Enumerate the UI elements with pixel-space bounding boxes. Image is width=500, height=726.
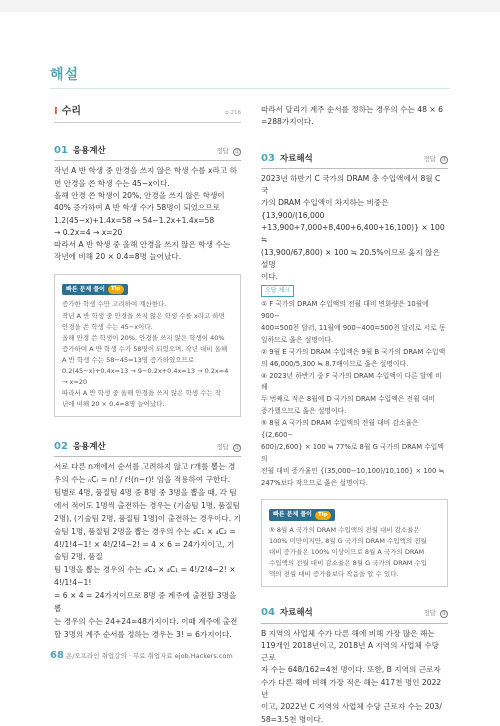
question-04 bbox=[261, 605, 448, 726]
tip-label: 빠른 문제 풀이 Tip bbox=[269, 509, 335, 521]
section-title: 수리 bbox=[61, 106, 82, 117]
footer-text: 온/오프라인 취업강의 · 무료 취업자료 ejob.Hackers.com bbox=[66, 652, 233, 660]
header-divider bbox=[50, 88, 450, 89]
tip-badge: Tip bbox=[315, 511, 331, 520]
question-number: 03 bbox=[261, 152, 275, 164]
question-type: 응용계산 bbox=[72, 441, 106, 452]
answer-label: 정답 ① bbox=[423, 609, 447, 618]
tip-badge: Tip bbox=[108, 285, 124, 294]
left-column bbox=[54, 104, 241, 642]
answer-value: ① bbox=[234, 444, 240, 451]
question-header bbox=[54, 143, 241, 161]
answer-value: ① bbox=[441, 611, 447, 618]
wrong-answer-check-label: 오답 체크 bbox=[261, 285, 294, 297]
question-type: 자료해석 bbox=[279, 153, 313, 164]
explanation-text: B 지역의 사업체 수가 다른 해에 비해 가장 많은 해는 119개인 2018년이고, 2018년 A 지역의 사업체 수당 근로 자 수는 648/162=4천 명이다. 또한, B 지역의 근로자 수가 다른 해에 비해 가장 적은 해는 417천 명인 2022년 이고, 2022년 C 지역의 사업체 수당 근로자 수는 203/ 58=3.5천 명이다. bbox=[261, 628, 442, 724]
question-type: 응용계산 bbox=[72, 146, 106, 157]
question-02 bbox=[54, 439, 241, 642]
page-number: 68 bbox=[50, 650, 64, 661]
question-number: 02 bbox=[54, 440, 68, 452]
question-01 bbox=[54, 143, 241, 417]
tip-label: 빠른 문제 풀이 Tip bbox=[62, 284, 128, 296]
continued-text: 따라서 달리기 계주 순서를 정하는 경우의 수는 48 × 6 =288가지이다. bbox=[261, 105, 443, 127]
option-explanations: ① F 국가의 DRAM 수입액의 전월 대비 변화량은 10월에 900− 400=500천 달러, 11월에 900−400=500천 달러로 서로 동 일하므로 옳은 설명이다. ② 9월 E 국가의 DRAM 수입액은 9월 B 국가의 DRAM 수입액 의 46,000/5,300 ≒ 8.7배이므로 옳은 설명이다. ④ 2023년 하반기 중 F 국가의 DRAM 수입액이 다른 달에 비해 두 번째로 적은 8월에 D 국가의 DRAM 수입액은 전월 대비 증가했으므로 옳은 설명이다. ⑤ 8월 A 국가의 DRAM 수입액의 전월 대비 감소율은 {(2,600− 600)/2,600} × 100 ≒ 77%로 8월 G 국가의 DRAM 수입액의 전월 대비 증가율인 {(35,000−10,100)/10,100} × 100 ≒ 247%보다 작으므로 옳은 설명이다. bbox=[261, 300, 446, 487]
top-band bbox=[0, 0, 500, 12]
question-number: 04 bbox=[261, 607, 275, 619]
tip-text: ⑤ 8월 A 국가의 DRAM 수입액의 전월 대비 감소율은 100% 미만이지만, 8월 G 국가의 DRAM 수입액의 전월 대비 증가율은 100% 이상이므로 8월 A 국가의 DRAM 수입액의 전월 대비 감소율은 8월 G 국가의 DRAM 수입 액의 전월 대비 증가율보다 작음을 알 수 있다. bbox=[269, 526, 428, 579]
answer-value: ③ bbox=[441, 156, 447, 163]
answer-label: 정답 ③ bbox=[423, 154, 447, 163]
answer-value: ① bbox=[234, 149, 240, 156]
question-header bbox=[54, 439, 241, 457]
tip-text: 증가한 학생 수만 고려하여 계산한다. 작년 A 반 학생 중 안경을 쓰지 않은 학생 수를 x라고 하면 안경을 쓴 학생 수는 45−x이다. 올해 안경 쓴 학생이 20%, 안경을 쓰지 않은 학생이 40% 증가하여 A 반 학생 수가 58명이 되었으며, 작년 대비 올해 A 반 학생 수는 58−45=13명 증가하였으므로 0.2(45−x)+0.4x=13 → 9−0.2x+0.4x=13 → 0.2x=4 → x=20 따라서 A 반 학생 중 올해 안경을 쓰지 않은 학생 수는 작 년에 비해 20 × 0.4=8명 늘어났다. bbox=[62, 300, 229, 408]
tip-box bbox=[261, 499, 448, 587]
question-number: 01 bbox=[54, 145, 68, 157]
explanation-text: 2023년 하반기 C 국가의 DRAM 총 수입액에서 8월 C 국 가의 DRAM 수입액이 차지하는 비중은 {13,900/(16,000 +13,900+7,000+8,400+6,400+16,100)} × 100 ≒ (13,900/67,800) × 100 ≒ 20.5%이므로 옳지 않은 설명 이다. bbox=[261, 173, 445, 282]
question-header bbox=[261, 151, 448, 169]
tip-box bbox=[54, 274, 241, 417]
right-column bbox=[261, 104, 448, 726]
explanation-text: 작년 A 반 학생 중 안경을 쓰지 않은 학생 수를 x라고 하 면 안경을 쓴 학생 수는 45−x이다. 올해 안경 쓴 학생이 20%, 안경을 쓰지 않은 학생이 40% 증가하여 A 반 학생 수가 58명이 되었으므로 1.2(45−x)+1.4x=58 → 54−1.2x+1.4x=58 → 0.2x=4 → x=20 따라서 A 반 학생 중 올해 안경을 쓰지 않은 학생 수는 작년에 비해 20 × 0.4=8명 늘어났다. bbox=[54, 166, 237, 262]
question-type: 자료해석 bbox=[279, 608, 313, 619]
section-page-ref: p.216 bbox=[225, 110, 241, 116]
explanation-text: 서로 다른 n개에서 순서를 고려하지 않고 r개를 뽑는 경 우의 수는 ₙCᵣ = n! / r!(n−r)! 임을 적용하여 구한다. 팀별로 4명, 품질팀 4명 중 8명 중 3명을 뽑을 때, 각 팀 에서 적어도 1명씩 출전하는 경우는 (기술팀 1명, 품질팀 2명), (기술팀 2명, 품질팀 1명)이 출전하는 경우이다. 기 술팀 1명, 품질팀 2명을 뽑는 경우의 수는 ₄C₁ × ₄C₂ = 4!/1!4−1! × 4!/2!4−2! = 4 × 6 = 24가지이고, 기술팀 2명, 품질 팀 1명을 뽑는 경우의 수는 ₄C₂ × ₄C₁ = 4!/2!4−2! × 4!/1!4−1! = 6 × 4 = 24가지이므로 8명 중 계주에 출전할 3명을 뽑 는 경우의 수는 24+24=48가지이다. 이때 계주에 출전 할 3명의 계주 순서를 정하는 경우는 3! = 6가지이다. bbox=[54, 462, 241, 639]
question-03 bbox=[261, 151, 448, 588]
page-header-title: 해설 bbox=[50, 67, 80, 83]
answer-label: 정답 ① bbox=[216, 147, 240, 156]
section-heading bbox=[54, 104, 241, 123]
question-header bbox=[261, 605, 448, 623]
section-roman-numeral: I bbox=[54, 106, 58, 117]
answer-label: 정답 ① bbox=[216, 442, 240, 451]
